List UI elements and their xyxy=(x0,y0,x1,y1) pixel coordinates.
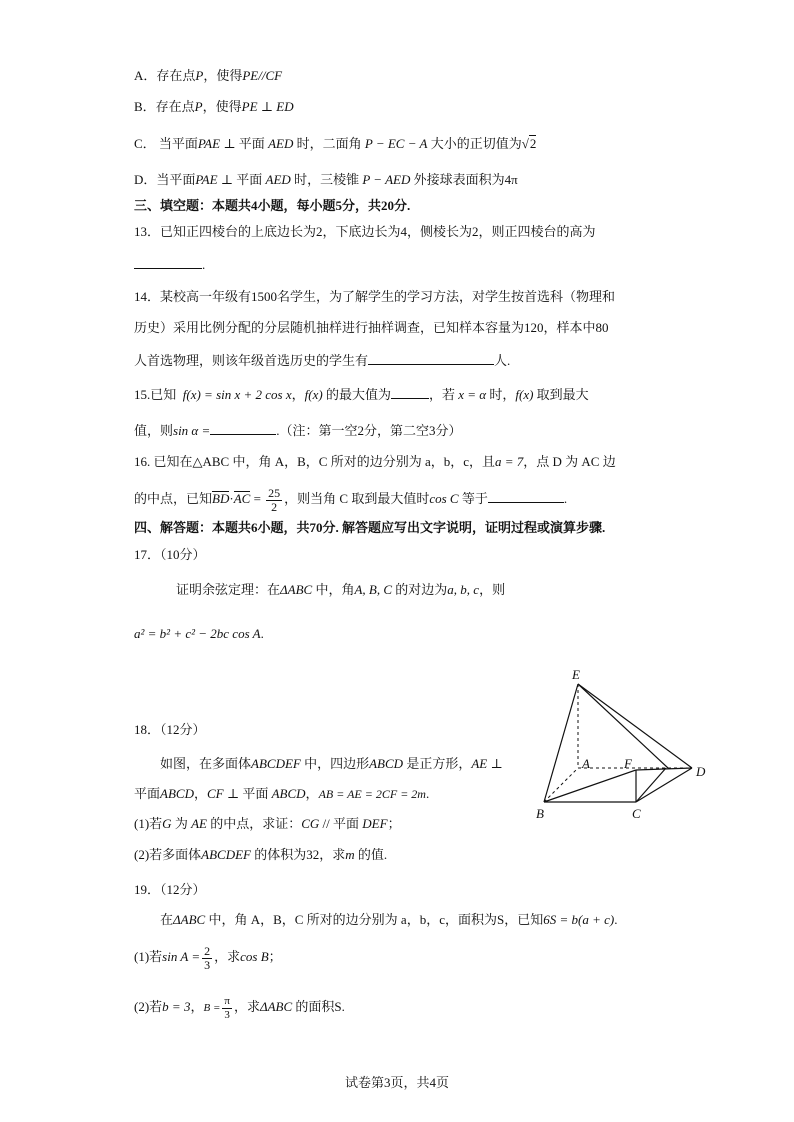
q13-end: . xyxy=(202,257,206,272)
section-4-title: 四、解答题：本题共6小题，共70分. 解答题应写出文字说明，证明过程或演算步骤. xyxy=(134,520,606,535)
q18-cf: CF ⊥ xyxy=(206,786,240,801)
q16-line1-b: ，点 D 为 AC 边 xyxy=(523,454,616,469)
option-c xyxy=(134,134,536,154)
q17-line1-a: 证明余弦定理：在 xyxy=(176,582,281,597)
q16-line2 xyxy=(134,484,567,514)
option-a xyxy=(134,66,282,86)
q18-p1-e: ； xyxy=(387,816,401,831)
q19-p2-b: ， xyxy=(190,999,204,1014)
fraction-den: 3 xyxy=(204,957,211,972)
q18-p2-poly: ABCDEF xyxy=(201,847,251,862)
q15-x-alpha: x = α xyxy=(458,387,487,402)
option-d xyxy=(134,170,518,190)
label-c: C xyxy=(632,806,641,821)
q18-line1-a: 如图，在多面体 xyxy=(160,756,252,771)
q16-line2-c: 等于 xyxy=(458,491,488,506)
q18-eqs: AB = AE = 2CF = 2m xyxy=(318,787,426,801)
q18-p1-c: 的中点，求证： xyxy=(206,816,302,831)
q19-p1-b: ，求 xyxy=(214,949,241,964)
sqrt-radicand: 2 xyxy=(529,136,537,151)
q18-quad: ABCD xyxy=(369,756,404,771)
q15-line1 xyxy=(134,384,589,405)
q18-p1-d: // 平面 xyxy=(319,816,363,831)
q15-sin-alpha: sin α = xyxy=(173,423,211,438)
q18-line2 xyxy=(134,784,429,804)
q18-abcd2: ABCD xyxy=(271,786,306,801)
q16-line2-b: ，则当角 C 取到最大值时 xyxy=(284,491,430,506)
label-e: E xyxy=(572,667,580,682)
option-c-t1: ⊥ 平面 xyxy=(220,136,269,151)
q18-ae-perp: AE ⊥ xyxy=(471,756,503,771)
option-d-t3: 外接球表面积为4π xyxy=(410,172,518,187)
q15-fdef: f(x) = sin x + 2 cos x xyxy=(182,387,292,402)
q17-line1-d: ，则 xyxy=(479,582,506,597)
q18-line2-e: . xyxy=(425,786,430,801)
answer-blank xyxy=(391,384,429,399)
q18-ae: AE xyxy=(191,816,207,831)
q19-line1 xyxy=(160,910,617,930)
option-a-math: PE//CF xyxy=(242,68,283,83)
q19-p2-a: (2)若 xyxy=(134,999,163,1014)
q19-head: 19．（12分） xyxy=(134,882,206,897)
label-b: B xyxy=(536,806,544,821)
q18-abcd: ABCD xyxy=(160,786,194,801)
q15-f2: f(x) xyxy=(515,387,534,402)
fraction-2-3 xyxy=(202,945,212,972)
q19-end: . xyxy=(614,912,618,927)
q13-text: 13．已知正四棱台的上底边长为2，下底边长为4，侧棱长为2，则正四棱台的高为 xyxy=(134,224,596,239)
q19-b3: b = 3 xyxy=(162,999,191,1014)
q19-p2-d: 的面积S. xyxy=(292,999,345,1014)
q17-line1 xyxy=(176,580,505,600)
q19-cosb: cos B xyxy=(240,949,269,964)
q16-cosc: cos C xyxy=(429,491,459,506)
q18-line1-c: 是正方形， xyxy=(403,756,472,771)
q17-head: 17．（10分） xyxy=(134,547,206,562)
dot-operator: · xyxy=(229,491,234,506)
q19-tri: ΔABC xyxy=(173,912,206,927)
q17-end: . xyxy=(260,626,264,641)
option-b-prefix: B．存在点 xyxy=(134,99,195,114)
polyhedron-figure xyxy=(532,664,722,829)
q18-head: 18．（12分） xyxy=(134,722,206,737)
q14-line3-a: 人首选物理，则该年级首选历史的学生有 xyxy=(134,353,369,368)
option-c-prefix: C． 当平面 xyxy=(134,136,198,151)
option-d-m1: PAE xyxy=(195,172,218,187)
point-p: P xyxy=(194,99,203,114)
option-d-m3: P − AED xyxy=(362,172,411,187)
q16-line1-a: 16. 已知在△ABC 中，角 A，B，C 所对的边分别为 a，b，c，且 xyxy=(134,454,495,469)
option-b xyxy=(134,97,294,117)
q14-line2: 历史）采用比例分配的分层随机抽样进行抽样调查，已知样本容量为120，样本中80 xyxy=(134,320,609,335)
q19-p2-c: ，求 xyxy=(233,999,260,1014)
fraction-num: π xyxy=(224,994,230,1007)
answer-blank xyxy=(488,488,564,503)
fraction-num: 25 xyxy=(268,485,281,500)
label-a: A xyxy=(582,756,590,771)
q19-tri2: ΔABC xyxy=(259,999,293,1014)
cosine-law-formula: a² = b² + c² − 2bc cos A xyxy=(134,626,261,641)
q16-end: . xyxy=(563,491,568,506)
q18-p1-b: 为 xyxy=(171,816,192,831)
option-c-m1: PAE xyxy=(197,136,221,151)
q19-p1-a: (1)若 xyxy=(134,949,163,964)
q19-b-eq: B = xyxy=(203,1002,221,1014)
option-c-m3: P − EC − A xyxy=(364,136,428,151)
q19-sina: sin A = xyxy=(162,949,201,964)
q15-f: f(x) xyxy=(304,387,323,402)
q14-line3-b: 人. xyxy=(494,353,511,368)
q18-part1 xyxy=(134,814,401,834)
q18-g: G xyxy=(162,816,172,831)
q15-t2: 的最大值为 xyxy=(322,387,391,402)
q15-line2-b: .（注：第一空2分，第二空3分） xyxy=(276,423,462,438)
q13-answer-line xyxy=(134,254,205,275)
q16-line2-a: 的中点，已知 xyxy=(134,491,213,506)
q14-line1: 14．某校高一年级有1500名学生，为了解学生的学习方法，对学生按首选科（物理和 xyxy=(134,289,616,304)
q18-poly: ABCDEF xyxy=(251,756,301,771)
option-c-t2: 时，二面角 xyxy=(293,136,365,151)
q17-sides: a, b, c xyxy=(447,582,480,597)
label-f: F xyxy=(624,756,632,771)
q18-p2-b: 的体积为32，求 xyxy=(251,847,346,862)
edge-bf xyxy=(544,770,636,802)
option-c-m2: AED xyxy=(268,136,294,151)
q18-def: DEF xyxy=(362,816,388,831)
vector-ac: AC xyxy=(233,491,251,506)
page-footer: 试卷第3页，共4页 xyxy=(344,1075,449,1090)
option-d-t1: ⊥ 平面 xyxy=(217,172,266,187)
q16-a7: a = 7 xyxy=(495,454,524,469)
label-d: D xyxy=(696,764,706,779)
q18-line2-b: ， xyxy=(193,786,207,801)
q18-line2-a: 平面 xyxy=(134,786,161,801)
q18-p2-a: (2)若多面体 xyxy=(134,847,202,862)
option-d-t2: 时，三棱锥 xyxy=(290,172,363,187)
q18-line2-c: 平面 xyxy=(239,786,272,801)
q19-line1-b: 中，角 A，B，C 所对的边分别为 a，b，c，面积为S，已知 xyxy=(205,912,544,927)
q17-line1-b: 中，角 xyxy=(312,582,355,597)
fraction-den: 3 xyxy=(224,1008,230,1021)
equals: = xyxy=(250,491,265,506)
q19-part1 xyxy=(134,940,282,974)
edge-ed xyxy=(578,684,692,768)
section-3-title: 三、填空题：本题共4小题，每小题5分，共20分. xyxy=(134,198,411,213)
q16-line1 xyxy=(134,452,616,472)
edge-cd-base xyxy=(636,768,666,802)
q19-line1-a: 在 xyxy=(160,912,174,927)
q18-cg: CG xyxy=(301,816,320,831)
q19-eq: 6S = b(a + c) xyxy=(543,912,615,927)
q17-tri: ΔABC xyxy=(280,582,313,597)
vector-bd: BD xyxy=(212,491,230,506)
option-c-t3: 大小的正切值为 xyxy=(427,136,522,151)
answer-blank xyxy=(368,350,494,365)
q14-line3 xyxy=(134,350,510,371)
fraction-pi-3 xyxy=(222,995,232,1022)
q18-m: m xyxy=(345,847,355,862)
edge-cd xyxy=(636,768,692,802)
q15-t1: ， xyxy=(291,387,305,402)
q18-part2 xyxy=(134,845,387,865)
q15-t4: 时， xyxy=(486,387,516,402)
option-b-mid: ，使得 xyxy=(202,99,242,114)
q15-num: 15.已知 xyxy=(134,387,177,402)
q18-line1-b: 中，四边形 xyxy=(300,756,370,771)
point-p: P xyxy=(195,68,204,83)
q19-part2 xyxy=(134,990,345,1025)
sqrt-symbol: √2 xyxy=(521,136,537,151)
fraction-25-2 xyxy=(266,487,282,514)
q17-formula-line xyxy=(134,624,264,644)
q15-t3: ，若 xyxy=(428,387,459,402)
option-d-m2: AED xyxy=(265,172,291,187)
fraction-num: 2 xyxy=(204,943,211,958)
q18-line2-d: ， xyxy=(305,786,319,801)
option-a-mid: ，使得 xyxy=(203,68,243,83)
q18-line1 xyxy=(160,754,503,774)
q19-p1-c: ； xyxy=(268,949,282,964)
q15-t5: 取到最大 xyxy=(533,387,589,402)
fraction-den: 2 xyxy=(271,499,278,514)
q17-line1-c: 的对边为 xyxy=(392,582,448,597)
edge-ef xyxy=(578,684,668,768)
q17-angles: A, B, C xyxy=(354,582,393,597)
option-b-math: PE ⊥ ED xyxy=(241,99,294,114)
answer-blank xyxy=(134,254,202,269)
q18-p2-c: 的值. xyxy=(354,847,388,862)
option-a-prefix: A．存在点 xyxy=(134,68,196,83)
q18-p1-a: (1)若 xyxy=(134,816,163,831)
answer-blank xyxy=(210,420,276,435)
q15-line2 xyxy=(134,420,462,441)
q15-line2-a: 值，则 xyxy=(134,423,174,438)
option-d-prefix: D．当平面 xyxy=(134,172,196,187)
